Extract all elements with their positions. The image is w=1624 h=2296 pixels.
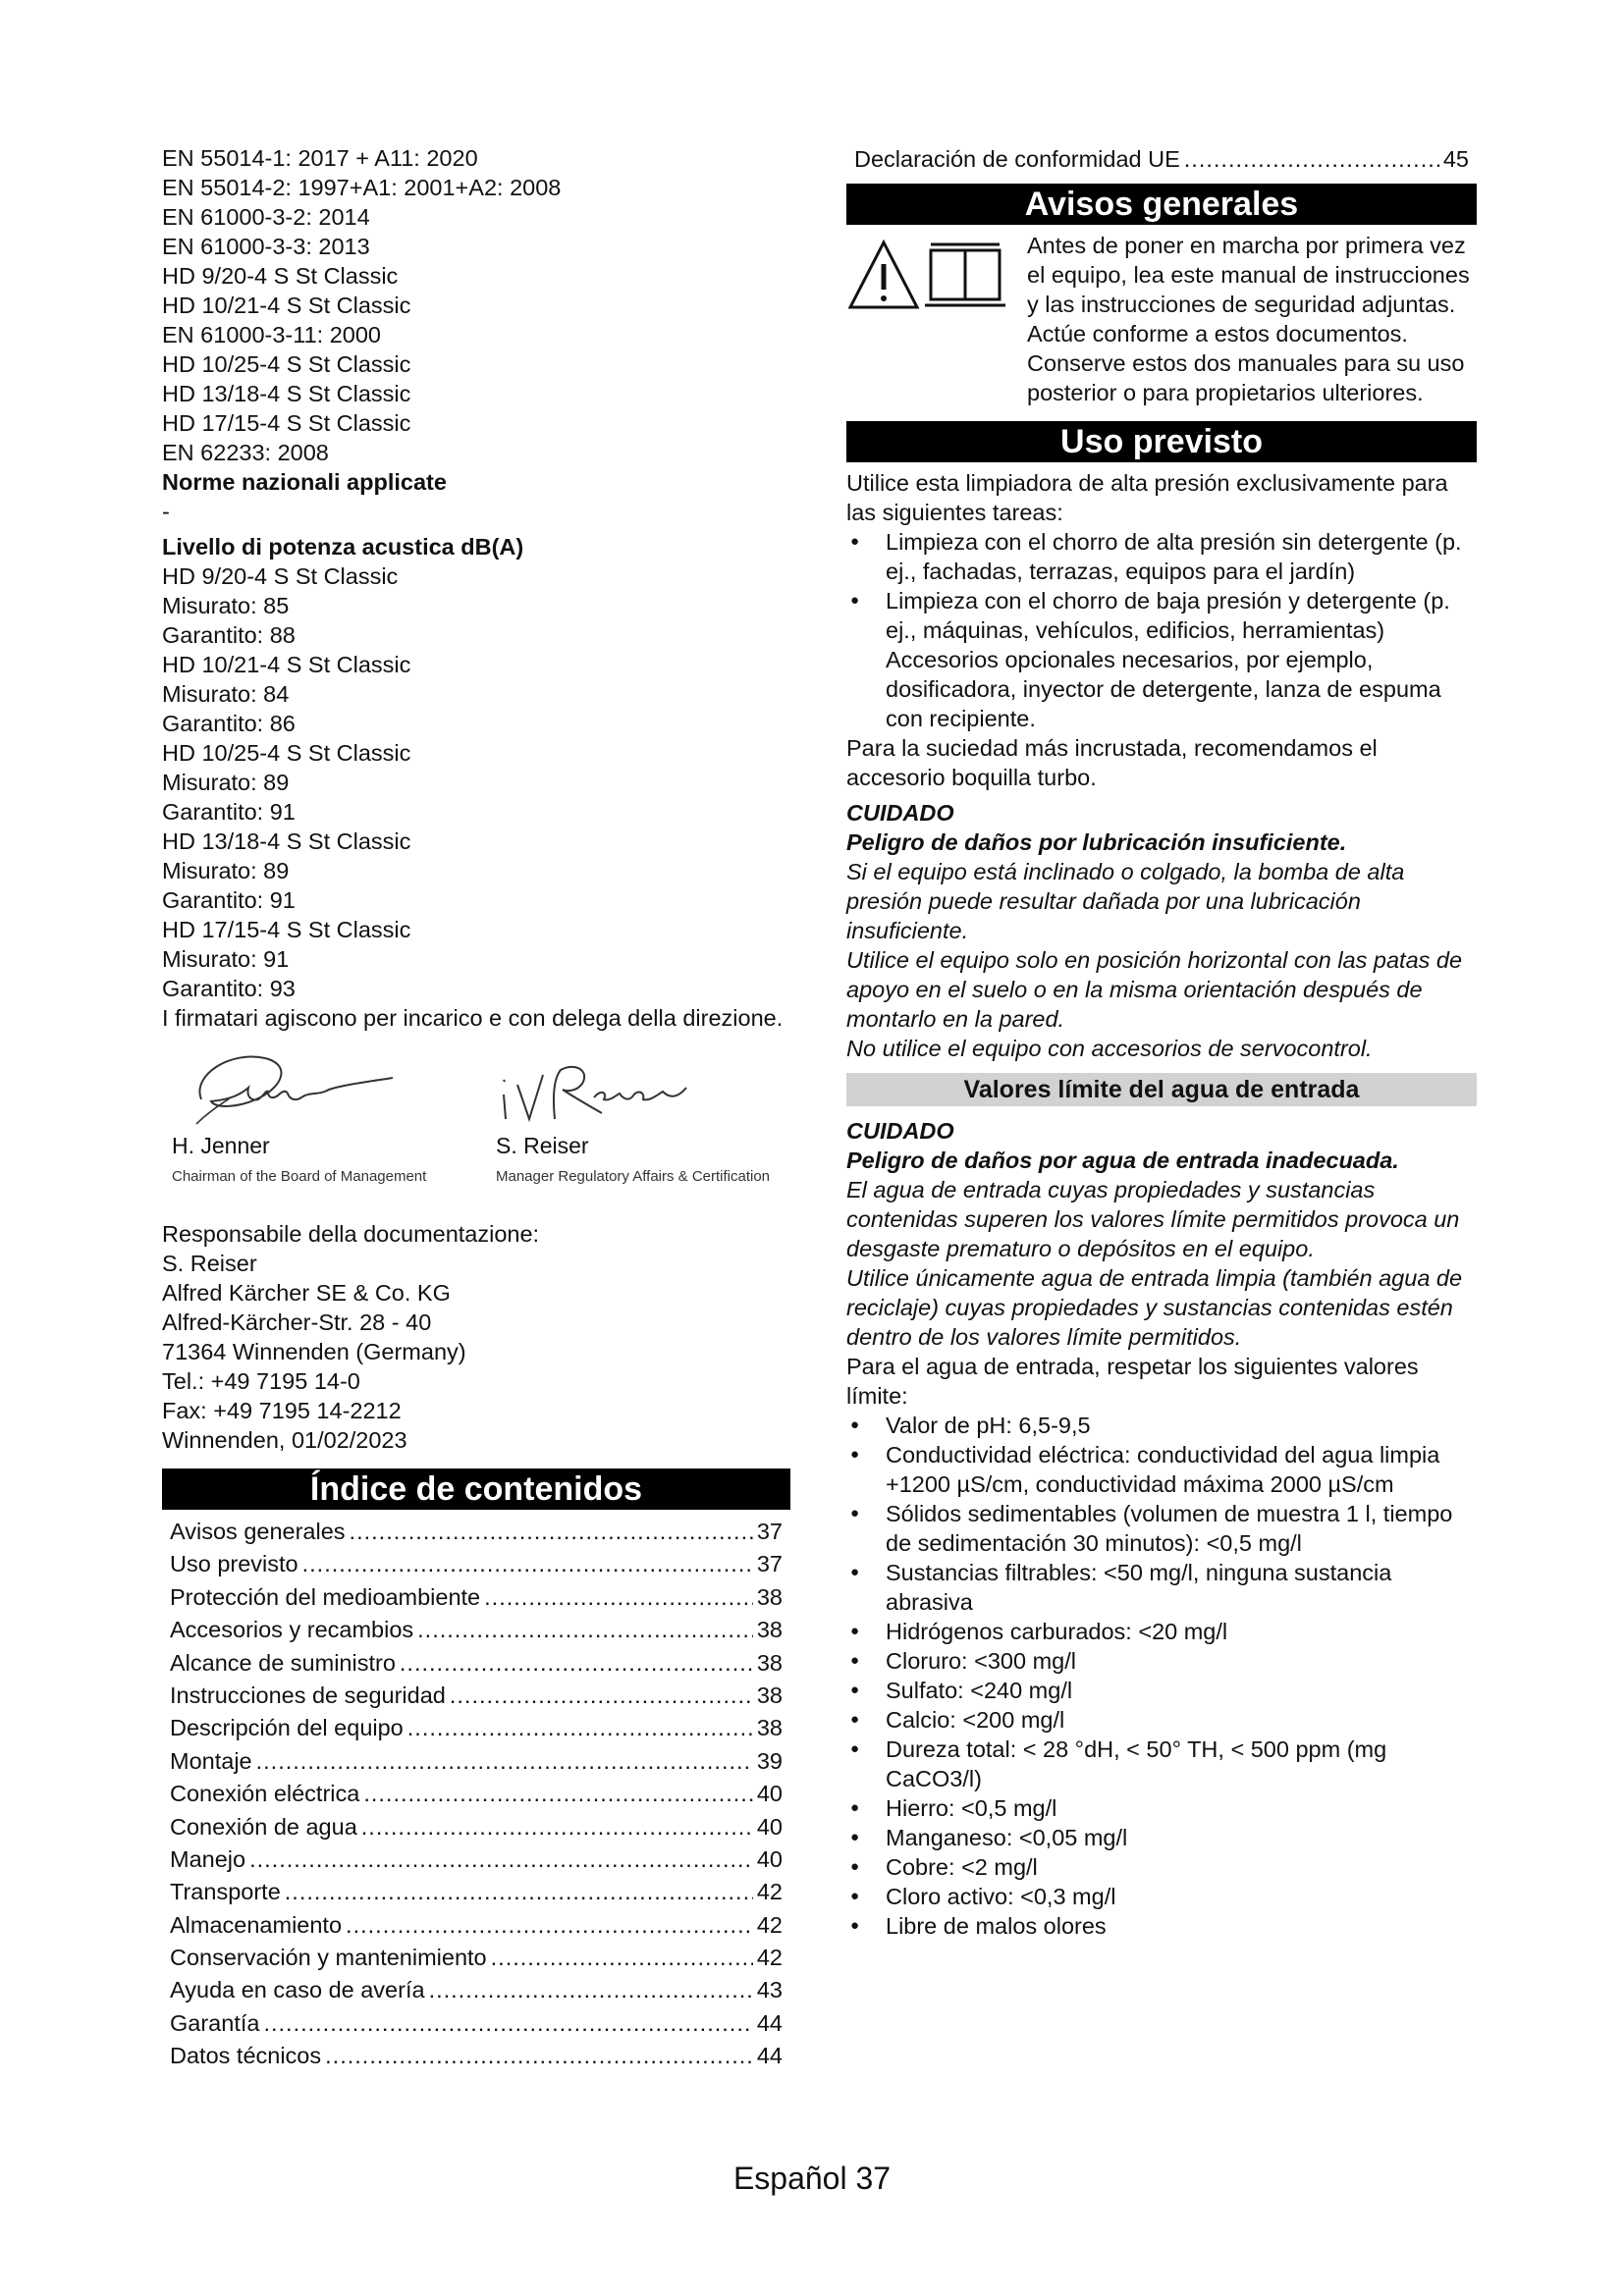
toc-row-page: 37	[756, 1551, 783, 1577]
toc-row[interactable]	[162, 1548, 790, 1580]
signature-jenner-graphic	[172, 1041, 407, 1134]
caution-text: No utilice el equipo con accesorios de servocontrol.	[846, 1036, 1373, 1062]
toc-row-page: 39	[756, 1747, 783, 1774]
toc-row-leader	[417, 1614, 753, 1646]
signature-reiser	[496, 1041, 771, 1185]
footer-page-number: 37	[855, 2161, 892, 2196]
signature-reiser-graphic	[496, 1041, 692, 1134]
toc-row-title: Transporte	[170, 1879, 281, 1905]
acoustic-line: Garantito: 93	[162, 976, 296, 1001]
toc-row[interactable]	[162, 2007, 790, 2040]
toc-row-page: 38	[756, 1617, 783, 1643]
toc-row-title: Conservación y mantenimiento	[170, 1945, 487, 1971]
standard-line: HD 9/20-4 S St Classic	[162, 263, 399, 289]
standard-line: HD 10/25-4 S St Classic	[162, 351, 411, 377]
toc-row-page: 40	[756, 1845, 783, 1872]
toc-row-title: Accesorios y recambios	[170, 1617, 414, 1643]
toc-row[interactable]	[162, 1942, 790, 1974]
acoustic-line: Misurato: 89	[162, 858, 290, 883]
acoustic-power-heading: Livello di potenza acustica dB(A)	[162, 534, 524, 560]
caution-label: CUIDADO	[846, 800, 954, 827]
toc-row-page: 42	[756, 1945, 783, 1971]
toc-row[interactable]	[162, 1614, 790, 1646]
toc-row-title: Conexión de agua	[170, 1813, 357, 1840]
toc-row-page: 40	[756, 1781, 783, 1807]
toc-row-page: 42	[756, 1911, 783, 1938]
general-notices-block	[846, 231, 1477, 407]
list-item: ● Sólidos sedimentables (volumen de muestra 1 l, tiempo de sedimentación 30 minutos): <0,5 mg/l	[846, 1499, 1477, 1558]
toc-row[interactable]	[162, 1909, 790, 1942]
contact-line: Alfred-Kärcher-Str. 28 - 40	[162, 1309, 432, 1335]
table-of-contents	[162, 1516, 790, 2073]
toc-row[interactable]	[162, 1680, 790, 1712]
list-item: ● Hidrógenos carburados: <20 mg/l	[846, 1617, 1477, 1646]
toc-row-leader	[450, 1680, 753, 1712]
warning-manual-icon	[846, 237, 1019, 313]
standard-line: HD 13/18-4 S St Classic	[162, 381, 411, 406]
toc-row-page: 37	[756, 1519, 783, 1544]
toc-row-title: Almacenamiento	[170, 1911, 343, 1938]
caution-text: Utilice únicamente agua de entrada limpia (también agua de reciclaje) cuyas propiedades y sustancias contenidas estén dentro de los valores límite permitidos.	[846, 1265, 1463, 1351]
acoustic-line: Misurato: 84	[162, 681, 290, 707]
limits-intro: Para el agua de entrada, respetar los siguientes valores límite:	[846, 1354, 1419, 1410]
standard-line: EN 55014-1: 2017 + A11: 2020	[162, 145, 478, 171]
toc-row-page: 38	[756, 1715, 783, 1741]
list-item: ● Valor de pH: 6,5-9,5	[846, 1411, 1477, 1440]
toc-row[interactable]	[162, 1516, 790, 1548]
standard-line: EN 61000-3-11: 2000	[162, 322, 381, 347]
section-title-intended-use: Uso previsto	[846, 421, 1477, 462]
toc-row-title: Alcance de suministro	[170, 1649, 396, 1676]
contact-line: Responsabile della documentazione:	[162, 1221, 540, 1247]
toc-row-leader	[491, 1942, 753, 1974]
intended-use-list	[846, 527, 1477, 733]
documentation-contact	[162, 1219, 790, 1455]
toc-row[interactable]	[162, 1581, 790, 1614]
list-item: ● Calcio: <200 mg/l	[846, 1705, 1477, 1735]
toc-row-title: Protección del medioambiente	[170, 1583, 481, 1610]
toc-row-title: Datos técnicos	[170, 2043, 322, 2069]
list-item: ● Libre de malos olores	[846, 1911, 1477, 1941]
caution-text: Si el equipo está inclinado o colgado, la bomba de alta presión puede resultar dañada por una lubricación insuficiente.	[846, 859, 1405, 944]
left-column	[162, 143, 790, 2073]
list-item: ● Manganeso: <0,05 mg/l	[846, 1823, 1477, 1852]
caution-title: Peligro de daños por lubricación insuficiente.	[846, 829, 1347, 856]
caution-text: El agua de entrada cuyas propiedades y sustancias contenidas superen los valores límite permitidos provoca un desgaste prematuro o depósitos en el equipo.	[846, 1177, 1460, 1262]
toc-row-page: 44	[756, 2009, 783, 2036]
standard-line: EN 61000-3-2: 2014	[162, 204, 370, 230]
toc-row-title: Descripción del equipo	[170, 1715, 404, 1741]
toc-row-leader	[1184, 143, 1439, 176]
contact-line: Tel.: +49 7195 14-0	[162, 1368, 360, 1394]
acoustic-power-list	[162, 561, 790, 1003]
contact-line: S. Reiser	[162, 1251, 257, 1276]
acoustic-line: HD 9/20-4 S St Classic	[162, 563, 399, 589]
toc-row-page: 40	[756, 1813, 783, 1840]
general-notices-text	[1027, 231, 1477, 407]
toc-row[interactable]	[162, 1778, 790, 1810]
acoustic-line: Garantito: 88	[162, 622, 296, 648]
toc-title: Índice de contenidos	[162, 1468, 790, 1510]
toc-row-leader	[429, 1974, 753, 2006]
toc-row-leader	[407, 1712, 753, 1744]
acoustic-line: HD 10/21-4 S St Classic	[162, 652, 411, 677]
caution-title: Peligro de daños por agua de entrada inadecuada.	[846, 1148, 1399, 1174]
section-title-general-notices: Avisos generales	[846, 184, 1477, 225]
toc-row-title: Instrucciones de seguridad	[170, 1682, 446, 1708]
section-title-water-limits: Valores límite del agua de entrada	[846, 1073, 1477, 1106]
toc-row[interactable]	[162, 2040, 790, 2072]
toc-row-title: Declaración de conformidad UE	[854, 146, 1180, 172]
list-item: ● Cloruro: <300 mg/l	[846, 1646, 1477, 1676]
toc-row-leader	[302, 1548, 753, 1580]
intended-use-intro: Utilice esta limpiadora de alta presión exclusivamente para las siguientes tareas:	[846, 470, 1448, 526]
standards-list	[162, 143, 790, 467]
acoustic-line: Garantito: 91	[162, 799, 296, 825]
contact-line: Alfred Kärcher SE & Co. KG	[162, 1280, 451, 1306]
acoustic-line: HD 17/15-4 S St Classic	[162, 917, 411, 942]
toc-row-title: Ayuda en caso de avería	[170, 1977, 425, 2003]
toc-row-page: 45	[1442, 146, 1469, 172]
toc-row[interactable]	[162, 1876, 790, 1908]
acoustic-line: Garantito: 86	[162, 711, 296, 736]
toc-row-page: 44	[756, 2043, 783, 2069]
toc-row[interactable]	[162, 1843, 790, 1876]
signature-area	[162, 1041, 790, 1188]
list-item: ● Limpieza con el chorro de alta presión sin detergente (p. ej., fachadas, terrazas, equipos para el jardín)	[846, 527, 1477, 586]
toc-row-leader	[484, 1581, 753, 1614]
list-item: ● Conductividad eléctrica: conductividad del agua limpia +1200 µS/cm, conductividad máxima 2000 µS/cm	[846, 1440, 1477, 1499]
toc-row-leader	[325, 2040, 753, 2072]
list-item: ● Cloro activo: <0,3 mg/l	[846, 1882, 1477, 1911]
toc-row-title: Avisos generales	[170, 1519, 346, 1544]
acoustic-line: HD 10/25-4 S St Classic	[162, 740, 411, 766]
acoustic-line: Misurato: 89	[162, 770, 290, 795]
toc-row-title: Montaje	[170, 1747, 252, 1774]
toc-row-leader	[361, 1811, 753, 1843]
list-item: ● Sustancias filtrables: <50 mg/l, ninguna sustancia abrasiva	[846, 1558, 1477, 1617]
list-item: ● Sulfato: <240 mg/l	[846, 1676, 1477, 1705]
toc-row-leader	[263, 2007, 752, 2040]
toc-row-leader	[249, 1843, 753, 1876]
turbo-nozzle-note: Para la suciedad más incrustada, recomendamos el accesorio boquilla turbo.	[846, 735, 1378, 791]
toc-row-title: Manejo	[170, 1845, 246, 1872]
standard-line: HD 10/21-4 S St Classic	[162, 293, 411, 318]
toc-row-title: Conexión eléctrica	[170, 1781, 360, 1807]
signature-name: S. Reiser	[496, 1133, 589, 1158]
toc-row[interactable]	[162, 1745, 790, 1778]
toc-row-page: 43	[756, 1977, 783, 2003]
general-notices-paragraph: Antes de poner en marcha por primera vez el equipo, lea este manual de instrucciones y las instrucciones de seguridad adjuntas. Actúe conforme a estos documentos. Conserve estos dos manuales para su uso posterior o para propietarios ulteriores.	[1027, 233, 1470, 406]
toc-row-leader	[256, 1745, 753, 1778]
standard-line: EN 61000-3-3: 2013	[162, 234, 370, 259]
acoustic-line: Misurato: 91	[162, 946, 290, 972]
standard-line: EN 62233: 2008	[162, 440, 329, 465]
water-limits-list	[846, 1411, 1477, 1941]
toc-row[interactable]	[162, 1974, 790, 2006]
list-item-text: Limpieza con el chorro de baja presión y detergente (p. ej., máquinas, vehículos, edificios, herramientas)	[886, 588, 1450, 644]
toc-row-leader	[363, 1778, 753, 1810]
contact-line: Winnenden, 01/02/2023	[162, 1427, 407, 1453]
signature-jenner	[172, 1041, 427, 1185]
list-item: ● Hierro: <0,5 mg/l	[846, 1793, 1477, 1823]
national-standards-value: -	[162, 499, 170, 524]
signature-role: Chairman of the Board of Management	[172, 1168, 427, 1185]
list-item: ● Dureza total: < 28 °dH, < 50° TH, < 500 ppm (mg CaCO3/l)	[846, 1735, 1477, 1793]
toc-row[interactable]	[846, 143, 1477, 176]
toc-row-page: 38	[756, 1649, 783, 1676]
signature-name: H. Jenner	[172, 1133, 270, 1158]
toc-row-leader	[285, 1876, 753, 1908]
caution-text: Utilice el equipo solo en posición horizontal con las patas de apoyo en el suelo o en la misma orientación después de montarlo en la pared.	[846, 947, 1463, 1033]
toc-row[interactable]	[162, 1811, 790, 1843]
standard-line: HD 17/15-4 S St Classic	[162, 410, 411, 436]
acoustic-line: Misurato: 85	[162, 593, 290, 618]
toc-row-page: 38	[756, 1583, 783, 1610]
page-footer	[0, 2161, 1624, 2196]
toc-row-leader	[346, 1909, 753, 1942]
standard-line: EN 55014-2: 1997+A1: 2001+A2: 2008	[162, 175, 562, 200]
toc-row-leader	[350, 1516, 753, 1548]
signatories-text: I firmatari agiscono per incarico e con delega della direzione.	[162, 1005, 784, 1031]
toc-row[interactable]	[162, 1647, 790, 1680]
right-column	[846, 143, 1477, 1941]
toc-row-leader	[400, 1647, 753, 1680]
signature-role: Manager Regulatory Affairs & Certification	[496, 1168, 771, 1185]
list-item: ● Cobre: <2 mg/l	[846, 1852, 1477, 1882]
toc-row-title: Uso previsto	[170, 1551, 298, 1577]
national-standards-heading: Norme nazionali applicate	[162, 469, 447, 495]
list-item	[846, 586, 1477, 733]
toc-row-page: 42	[756, 1879, 783, 1905]
acoustic-line: HD 13/18-4 S St Classic	[162, 828, 411, 854]
toc-row-title: Garantía	[170, 2009, 260, 2036]
contact-line: 71364 Winnenden (Germany)	[162, 1339, 466, 1364]
caution-label: CUIDADO	[846, 1118, 954, 1145]
list-item-note: Accesorios opcionales necesarios, por ejemplo, dosificadora, inyector de detergente, lanza de espuma con recipiente.	[886, 647, 1441, 732]
acoustic-line: Garantito: 91	[162, 887, 296, 913]
toc-row[interactable]	[162, 1712, 790, 1744]
footer-language: Español	[732, 2161, 847, 2196]
toc-row-page: 38	[756, 1682, 783, 1708]
contact-line: Fax: +49 7195 14-2212	[162, 1398, 402, 1423]
